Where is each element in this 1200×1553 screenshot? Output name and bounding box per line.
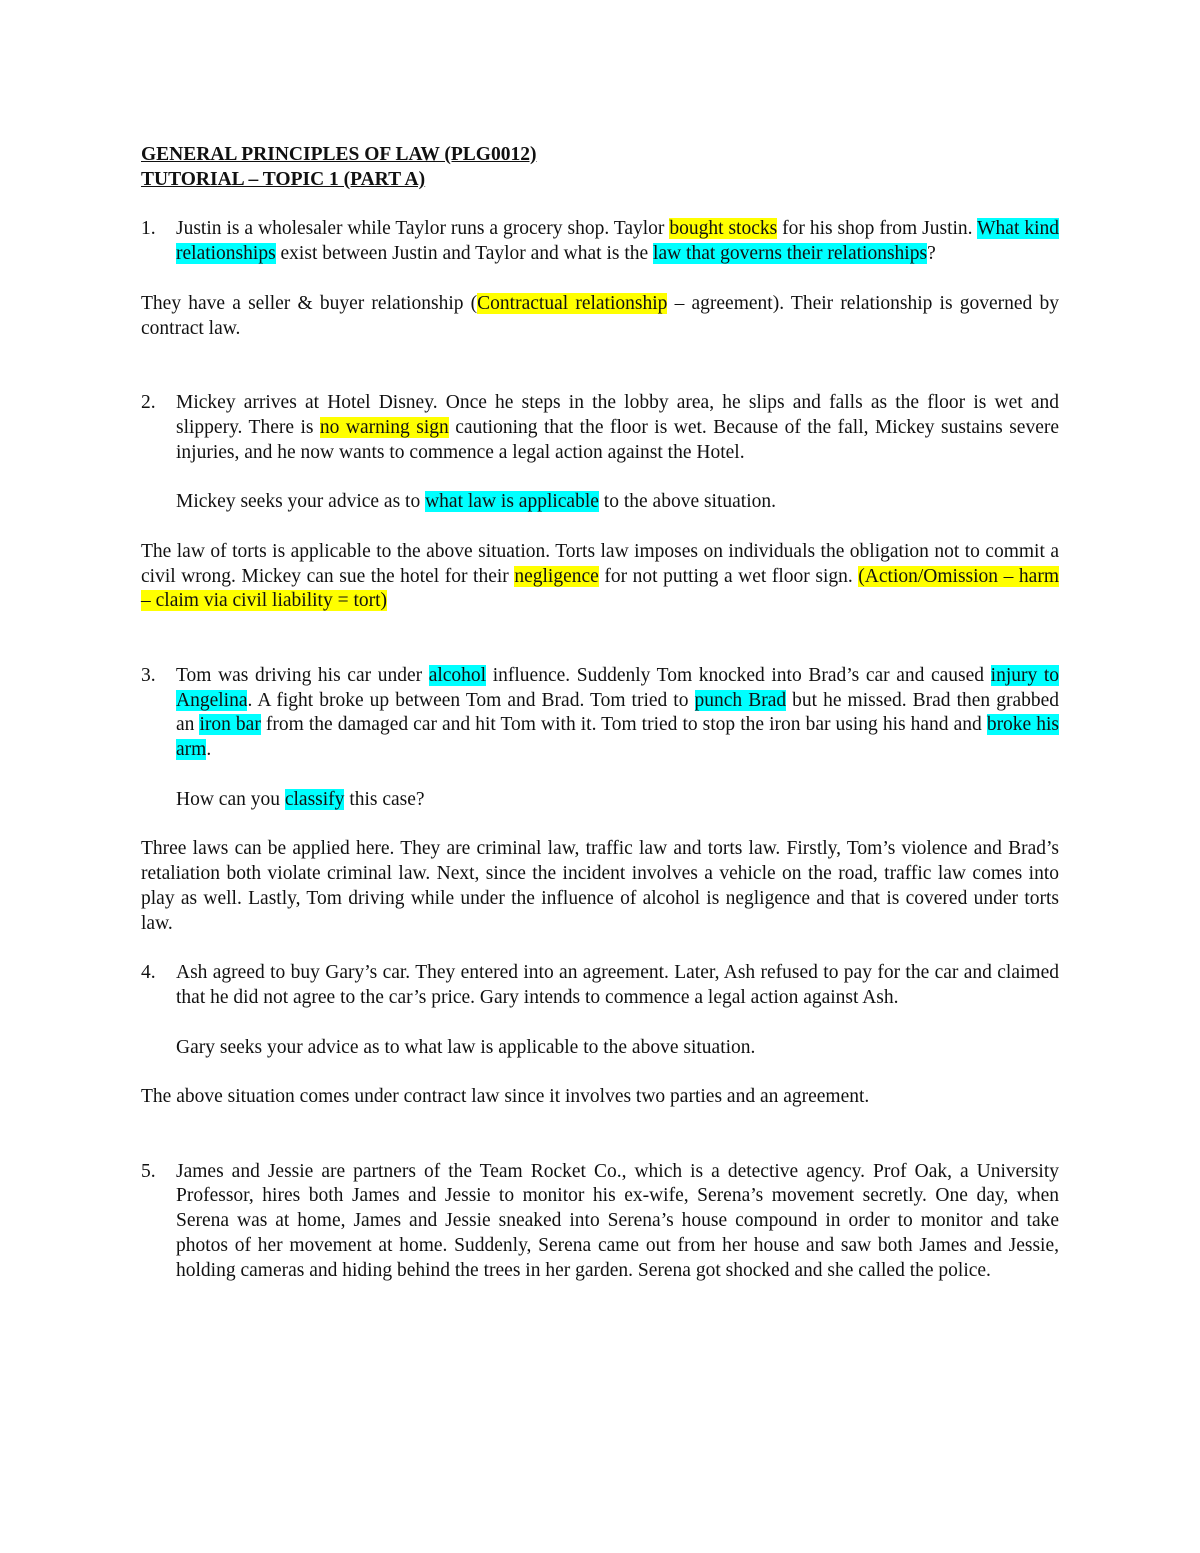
highlight-cyan: alcohol bbox=[428, 664, 487, 686]
question-text: James and Jessie are partners of the Team Rocket Co., which is a detective agency. Prof Oak, a University Professor, hires both James and Jessie to monitor his ex-wife, Serena’s movement secretly. One day, when Serena was at home, James and Jessie sneaked into Serena’s house compound in order to monitor and take photos of her movement at home. Suddenly, Serena came out from her house and saw both James and Jessie, holding cameras and hiding behind the trees in her garden. Serena got shocked and she called the police. bbox=[176, 1160, 1059, 1281]
highlight-cyan: classify bbox=[284, 788, 345, 810]
highlight-cyan: injury to Angelina bbox=[176, 664, 1060, 711]
question-3 bbox=[141, 664, 1059, 763]
question-text: for his shop from Justin. bbox=[777, 218, 978, 240]
answer-1 bbox=[141, 292, 1059, 342]
question-2-prompt bbox=[141, 490, 1059, 515]
prompt-text: How can you bbox=[176, 788, 285, 810]
question-text: cautioning that the floor is wet. Because of the fall, Mickey sustains severe injuries, and he now wants to commence a legal action against the Hotel. bbox=[176, 416, 1059, 463]
highlight-cyan: What kind relationships bbox=[176, 218, 1059, 265]
question-number: 5. bbox=[141, 1160, 156, 1182]
prompt-text: to the above situation. bbox=[598, 491, 777, 513]
question-number: 3. bbox=[141, 664, 156, 686]
highlight-yellow: bought stocks bbox=[669, 218, 778, 240]
question-text: influence. Suddenly Tom knocked into Brad’s car and caused bbox=[486, 664, 991, 686]
answer-4: The above situation comes under contract law since it involves two parties and an agreement. bbox=[141, 1086, 870, 1108]
highlight-cyan: what law is applicable bbox=[425, 491, 599, 513]
question-4 bbox=[141, 961, 1059, 1011]
question-1 bbox=[141, 217, 1059, 267]
question-number: 2. bbox=[141, 391, 156, 413]
question-text: from the damaged car and hit Tom with it. Tom tried to stop the iron bar using his hand and bbox=[260, 714, 987, 736]
question-text: . bbox=[206, 739, 212, 761]
answer-2 bbox=[141, 540, 1059, 614]
document-page bbox=[141, 143, 1059, 1284]
highlight-cyan: broke his arm bbox=[176, 714, 1060, 761]
highlight-cyan: law that governs their relationships bbox=[653, 243, 928, 265]
answer-text: The law of torts is applicable to the above situation. Torts law imposes on individuals the obligation not to commit a civil wrong. Mickey can sue the hotel for their bbox=[141, 540, 1059, 587]
highlight-yellow: Contractual relationship bbox=[477, 292, 668, 314]
question-3-prompt bbox=[141, 788, 1059, 813]
question-2 bbox=[141, 391, 1059, 465]
question-number: 4. bbox=[141, 962, 156, 984]
highlight-yellow: negligence bbox=[514, 565, 599, 587]
question-text: Justin is a wholesaler while Taylor runs a grocery shop. Taylor bbox=[176, 218, 670, 240]
question-text: but he missed. Brad then grabbed an bbox=[176, 689, 1059, 736]
question-text: Mickey arrives at Hotel Disney. Once he steps in the lobby area, he slips and falls as the floor is wet and slippery. There is bbox=[176, 391, 1059, 438]
prompt-text: this case? bbox=[344, 788, 425, 810]
question-5 bbox=[141, 1160, 1059, 1284]
question-text: . A fight broke up between Tom and Brad. Tom tried to bbox=[247, 689, 695, 711]
question-number: 1. bbox=[141, 218, 156, 240]
question-4-prompt: Gary seeks your advice as to what law is applicable to the above situation. bbox=[176, 1036, 756, 1058]
question-text: ? bbox=[927, 243, 936, 265]
highlight-cyan: iron bar bbox=[199, 714, 261, 736]
highlight-cyan: punch Brad bbox=[694, 689, 787, 711]
highlight-yellow: no warning sign bbox=[319, 416, 449, 438]
question-text: Ash agreed to buy Gary’s car. They entered into an agreement. Later, Ash refused to pay for the car and claimed that he did not agree to the car’s price. Gary intends to commence a legal action against Ash. bbox=[176, 962, 1059, 1009]
answer-3: Three laws can be applied here. They are criminal law, traffic law and torts law. Firstly, Tom’s violence and Brad’s retaliation both violate criminal law. Next, since the incident involves a vehicle on the road, traffic law comes into play as well. Lastly, Tom driving while under the influence of alcohol is negligence and that is covered under torts law. bbox=[141, 838, 1059, 934]
document-subtitle: TUTORIAL – TOPIC 1 (PART A) bbox=[141, 168, 426, 190]
answer-text: for not putting a wet floor sign. bbox=[598, 565, 859, 587]
document-title: GENERAL PRINCIPLES OF LAW (PLG0012) bbox=[141, 144, 537, 165]
question-text: Tom was driving his car under bbox=[176, 664, 429, 686]
answer-text: They have a seller & buyer relationship ( bbox=[141, 292, 478, 314]
question-text: exist between Justin and Taylor and what is the bbox=[275, 243, 654, 265]
answer-text: – agreement). Their relationship is governed by contract law. bbox=[141, 292, 1059, 339]
prompt-text: Mickey seeks your advice as to bbox=[176, 491, 426, 513]
highlight-yellow: (Action/Omission – harm – claim via civil liability = tort) bbox=[141, 565, 1059, 612]
